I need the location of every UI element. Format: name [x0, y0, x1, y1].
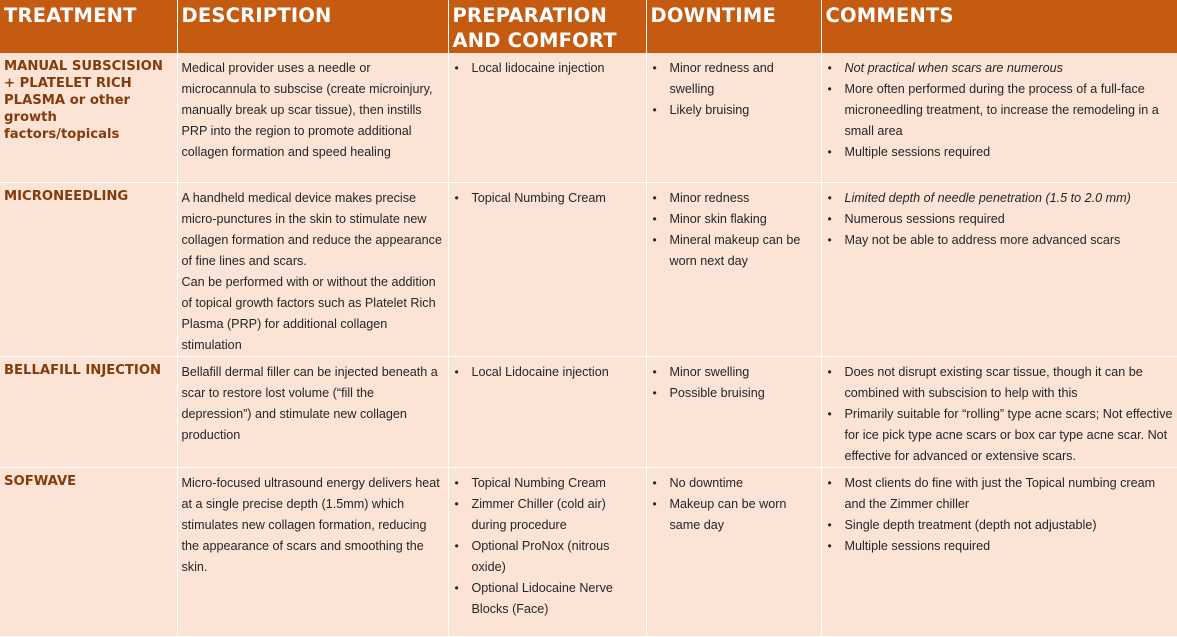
- list-item: • Likely bruising: [651, 100, 817, 121]
- comments-cell: [821, 467, 1177, 636]
- downtime-cell: [646, 467, 821, 636]
- list-item: • Single depth treatment (depth not adjustable): [826, 515, 1174, 536]
- comments-cell: [821, 356, 1177, 467]
- list-item: • Possible bruising: [651, 383, 817, 404]
- treatment-description: [177, 182, 448, 356]
- preparation-cell: [448, 356, 646, 467]
- treatment-name: SOFWAVE: [0, 467, 177, 636]
- list-item: • Minor swelling: [651, 362, 817, 383]
- list-item: • Most clients do fine with just the Topical numbing cream and the Zimmer chiller: [826, 473, 1174, 515]
- treatment-description: [177, 53, 448, 182]
- treatment-description: [177, 467, 448, 636]
- list-item: • Multiple sessions required: [826, 142, 1174, 163]
- list-item: • Numerous sessions required: [826, 209, 1174, 230]
- header-preparation: PREPARATION AND COMFORT: [448, 0, 646, 53]
- list-item: • Topical Numbing Cream: [453, 473, 642, 494]
- treatment-name: MICRONEEDLING: [0, 182, 177, 356]
- downtime-cell: [646, 53, 821, 182]
- description-text: A handheld medical device makes precise micro-punctures in the skin to stimulate new collagen formation and reduce the appearance of fine lines and scars.: [181, 190, 442, 268]
- list-item: • Local lidocaine injection: [453, 58, 642, 79]
- list-item: • Minor redness and swelling: [651, 58, 817, 100]
- table-row: [0, 467, 1177, 636]
- list-item: • More often performed during the process of a full-face microneedling treatment, to increase the remodeling in a small area: [826, 79, 1174, 142]
- description-text: Can be performed with or without the addition of topical growth factors such as Platelet Rich Plasma (PRP) for additional collagen stimulation: [181, 274, 436, 352]
- table-row: [0, 356, 1177, 467]
- list-item: • Mineral makeup can be worn next day: [651, 230, 817, 272]
- comments-cell: [821, 182, 1177, 356]
- list-item: • Not practical when scars are numerous: [826, 58, 1174, 79]
- list-item: • Topical Numbing Cream: [453, 188, 642, 209]
- table-row: [0, 53, 1177, 182]
- header-comments: COMMENTS: [821, 0, 1177, 53]
- header-row: [0, 0, 1177, 53]
- treatment-name: BELLAFILL INJECTION: [0, 356, 177, 467]
- list-item: • Local Lidocaine injection: [453, 362, 642, 383]
- list-item: • May not be able to address more advanced scars: [826, 230, 1174, 251]
- list-item: • Multiple sessions required: [826, 536, 1174, 557]
- list-item: • Optional ProNox (nitrous oxide): [453, 536, 642, 578]
- preparation-cell: [448, 182, 646, 356]
- list-item: • Does not disrupt existing scar tissue, though it can be combined with subscision to help with this: [826, 362, 1174, 404]
- list-item: • Primarily suitable for “rolling” type acne scars; Not effective for ice pick type acne scars or box car type acne scar. Not effective for advanced or extensive scars.: [826, 404, 1174, 467]
- table-row: [0, 182, 1177, 356]
- list-item: • Minor redness: [651, 188, 817, 209]
- comments-cell: [821, 53, 1177, 182]
- list-item: • Minor skin flaking: [651, 209, 817, 230]
- list-item: • Zimmer Chiller (cold air) during procedure: [453, 494, 642, 536]
- description-text: Bellafill dermal filler can be injected beneath a scar to restore lost volume (“fill the depression”) and stimulate new collagen production: [181, 364, 438, 442]
- header-treatment: TREATMENT: [0, 0, 177, 53]
- downtime-cell: [646, 182, 821, 356]
- header-description: DESCRIPTION: [177, 0, 448, 53]
- preparation-cell: [448, 467, 646, 636]
- preparation-cell: [448, 53, 646, 182]
- list-item: • No downtime: [651, 473, 817, 494]
- list-item: • Makeup can be worn same day: [651, 494, 817, 536]
- description-text: Micro-focused ultrasound energy delivers heat at a single precise depth (1.5mm) which stimulates new collagen formation, reducing the appearance of scars and smoothing the skin.: [181, 475, 440, 574]
- treatment-name: MANUAL SUBSCISION + PLATELET RICH PLASMA or other growth factors/topicals: [0, 53, 177, 182]
- list-item: • Limited depth of needle penetration (1.5 to 2.0 mm): [826, 188, 1174, 209]
- description-text: Medical provider uses a needle or microcannula to subscise (create microinjury, manually break up scar tissue), then instills PRP into the region to promote additional collagen formation and speed healing: [181, 61, 433, 159]
- treatment-description: [177, 356, 448, 467]
- list-item: • Optional Lidocaine Nerve Blocks (Face): [453, 578, 642, 620]
- downtime-cell: [646, 356, 821, 467]
- header-downtime: DOWNTIME: [646, 0, 821, 53]
